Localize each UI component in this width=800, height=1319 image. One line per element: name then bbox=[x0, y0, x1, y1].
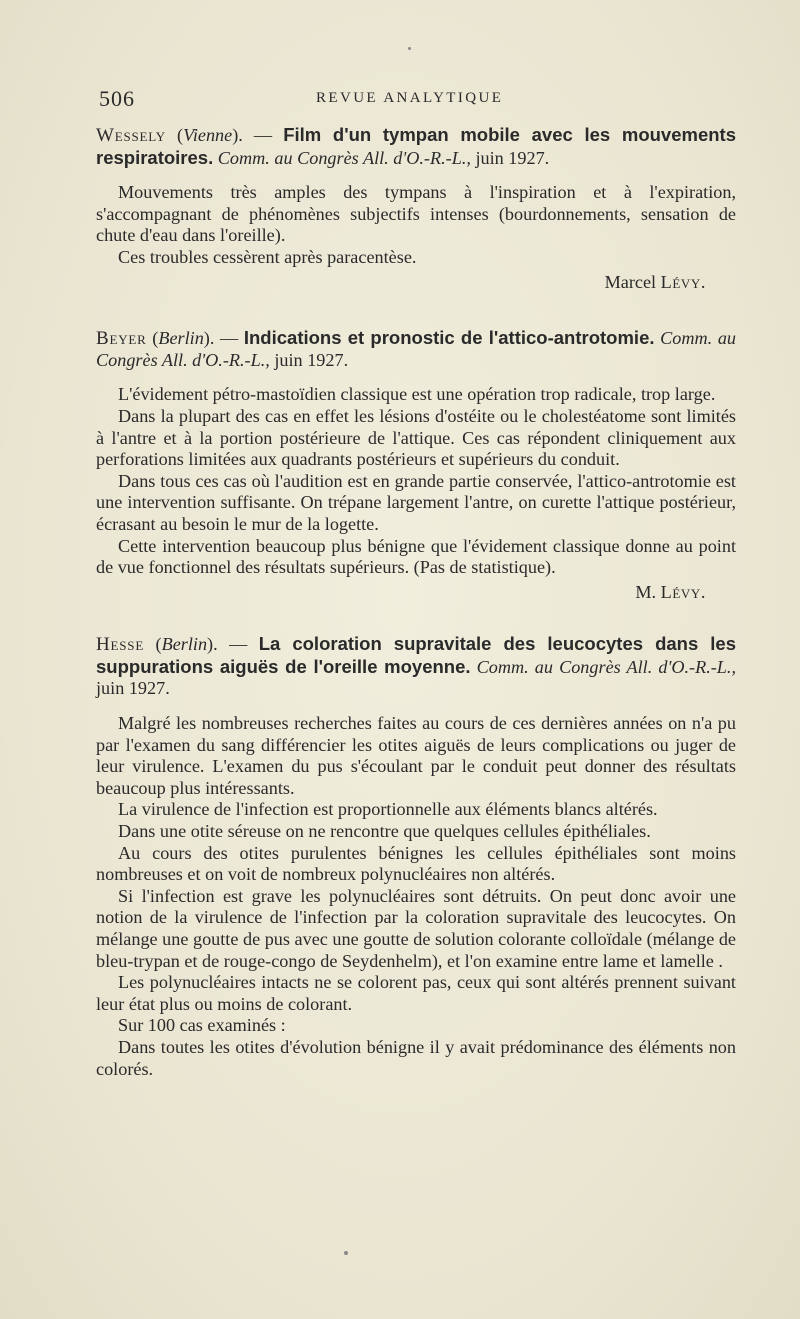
paragraph: Cette intervention beaucoup plus bénigne que l'évidement classique donne au point de vue fonctionnel des résultats supérieurs. (Pas de statistique). bbox=[96, 535, 736, 578]
paragraph: Dans toutes les otites d'évolution bénigne il y avait prédominance des éléments non colorés. bbox=[96, 1036, 736, 1079]
article-reference: Comm. au Congrès All. d'O.-R.-L., bbox=[96, 328, 737, 370]
article-beyer bbox=[96, 327, 736, 603]
author-name: Beyer bbox=[96, 328, 147, 350]
article-title: La coloration supravitale des leucocytes dans les suppurations aiguës de l'oreille moyenne. bbox=[96, 633, 736, 677]
article-signature: Marcel Lévy. bbox=[604, 271, 706, 292]
author-city: Berlin bbox=[161, 634, 208, 655]
article-wessely bbox=[96, 124, 736, 293]
paragraph: L'évidement pétro-mastoïdien classique est une opération trop radicale, trop large. bbox=[118, 384, 716, 405]
article-title: Indications et pronostic de l'attico-antrotomie. bbox=[243, 327, 655, 349]
paragraph: Ces troubles cessèrent après paracentèse. bbox=[118, 246, 417, 267]
author-city: Vienne bbox=[183, 125, 233, 145]
bottom-ink-speck bbox=[344, 1251, 348, 1255]
paragraph: Dans la plupart des cas en effet les lésions d'ostéite ou le cholestéatome sont limités à l'antre et à la portion postérieure de l'attique. Ces cas répondent cliniquement aux perforations limitées aux quadrants postérieurs et supérieurs du conduit. bbox=[96, 405, 736, 470]
paragraph: Malgré les nombreuses recherches faites au cours de ces dernières années on n'a pu par l'examen du sang différencier les otites aiguës de leurs complications ou juger de leur virulence. L'examen du pus s'écoulant par le conduit peut donner des résultats beaucoup plus intéressants. bbox=[96, 713, 736, 798]
paragraph: La virulence de l'infection est proportionnelle aux éléments blancs altérés. bbox=[118, 799, 658, 820]
article-date: juin 1927. bbox=[96, 678, 170, 699]
article-heading: Hesse (Berlin). — La coloration supravitale des leucocytes dans les suppurations aiguës de l'oreille moyenne. Comm. au Congrès All. d'O.-R.-L., juin 1927. bbox=[96, 633, 737, 699]
paragraph: Mouvements très amples des tympans à l'inspiration et à l'expiration, s'accompagnant de phénomènes subjectifs intenses (bourdonnements, sensation de chute d'eau dans l'oreille). bbox=[96, 182, 736, 246]
article-heading: Beyer (Berlin). — Indications et pronostic de l'attico-antrotomie. Comm. au Congrès All. d'O.-R.-L., juin 1927. bbox=[96, 327, 737, 370]
running-head: REVUE ANALYTIQUE bbox=[316, 90, 504, 106]
paragraph: Dans une otite séreuse on ne rencontre que quelques cellules épithéliales. bbox=[118, 821, 651, 842]
article-body bbox=[96, 713, 736, 1080]
article-heading: Wessely (Vienne). — Film d'un tympan mobile avec les mouvements respiratoires. Comm. au Congrès All. d'O.-R.-L., juin 1927. bbox=[96, 124, 736, 168]
paragraph: Sur 100 cas examinés : bbox=[118, 1015, 286, 1036]
article-column bbox=[96, 124, 736, 1080]
paragraph: Au cours des otites purulentes bénignes les cellules épithéliales sont moins nombreuses et on voit de nombreux polynucléaires non altérés. bbox=[96, 842, 736, 885]
page-number: 506 bbox=[99, 86, 135, 111]
top-ink-speck bbox=[408, 47, 411, 50]
article-date: juin 1927. bbox=[269, 349, 349, 370]
article-reference: Comm. au Congrès All. d'O.-R.-L., bbox=[476, 656, 737, 677]
article-reference: Comm. au Congrès All. d'O.-R.-L., bbox=[217, 147, 471, 168]
author-name: Hesse bbox=[96, 634, 145, 656]
paragraph: Dans tous ces cas où l'audition est en grande partie conservée, l'attico-antrotomie est une intervention suffisante. On trépane largement l'antre, on curette l'attique postérieur, écrasant au besoin le mur de la logette. bbox=[96, 470, 736, 534]
article-title: Film d'un tympan mobile avec les mouvements respiratoires. bbox=[96, 124, 736, 168]
article-date: juin 1927. bbox=[470, 147, 550, 168]
article-body bbox=[96, 182, 736, 268]
article-body bbox=[96, 384, 736, 578]
author-name: Wessely bbox=[96, 125, 166, 146]
paragraph: Les polynucléaires intacts ne se colorent pas, ceux qui sont altérés prennent suivant leur état plus ou moins de colorant. bbox=[96, 972, 736, 1014]
article-signature: M. Lévy. bbox=[635, 581, 706, 602]
article-hesse bbox=[96, 633, 736, 1080]
author-city: Berlin bbox=[158, 328, 204, 349]
paragraph: Si l'infection est grave les polynucléaires sont détruits. On peut donc avoir une notion de la virulence de l'infection par la coloration supravitale des leucocytes. On mélange une goutte de pus avec une goutte de solution colorante colloïdale (mélange de bleu-trypan et de rouge-congo de Seydenhelm), et l'on examine entre lame et lamelle . bbox=[96, 885, 736, 971]
